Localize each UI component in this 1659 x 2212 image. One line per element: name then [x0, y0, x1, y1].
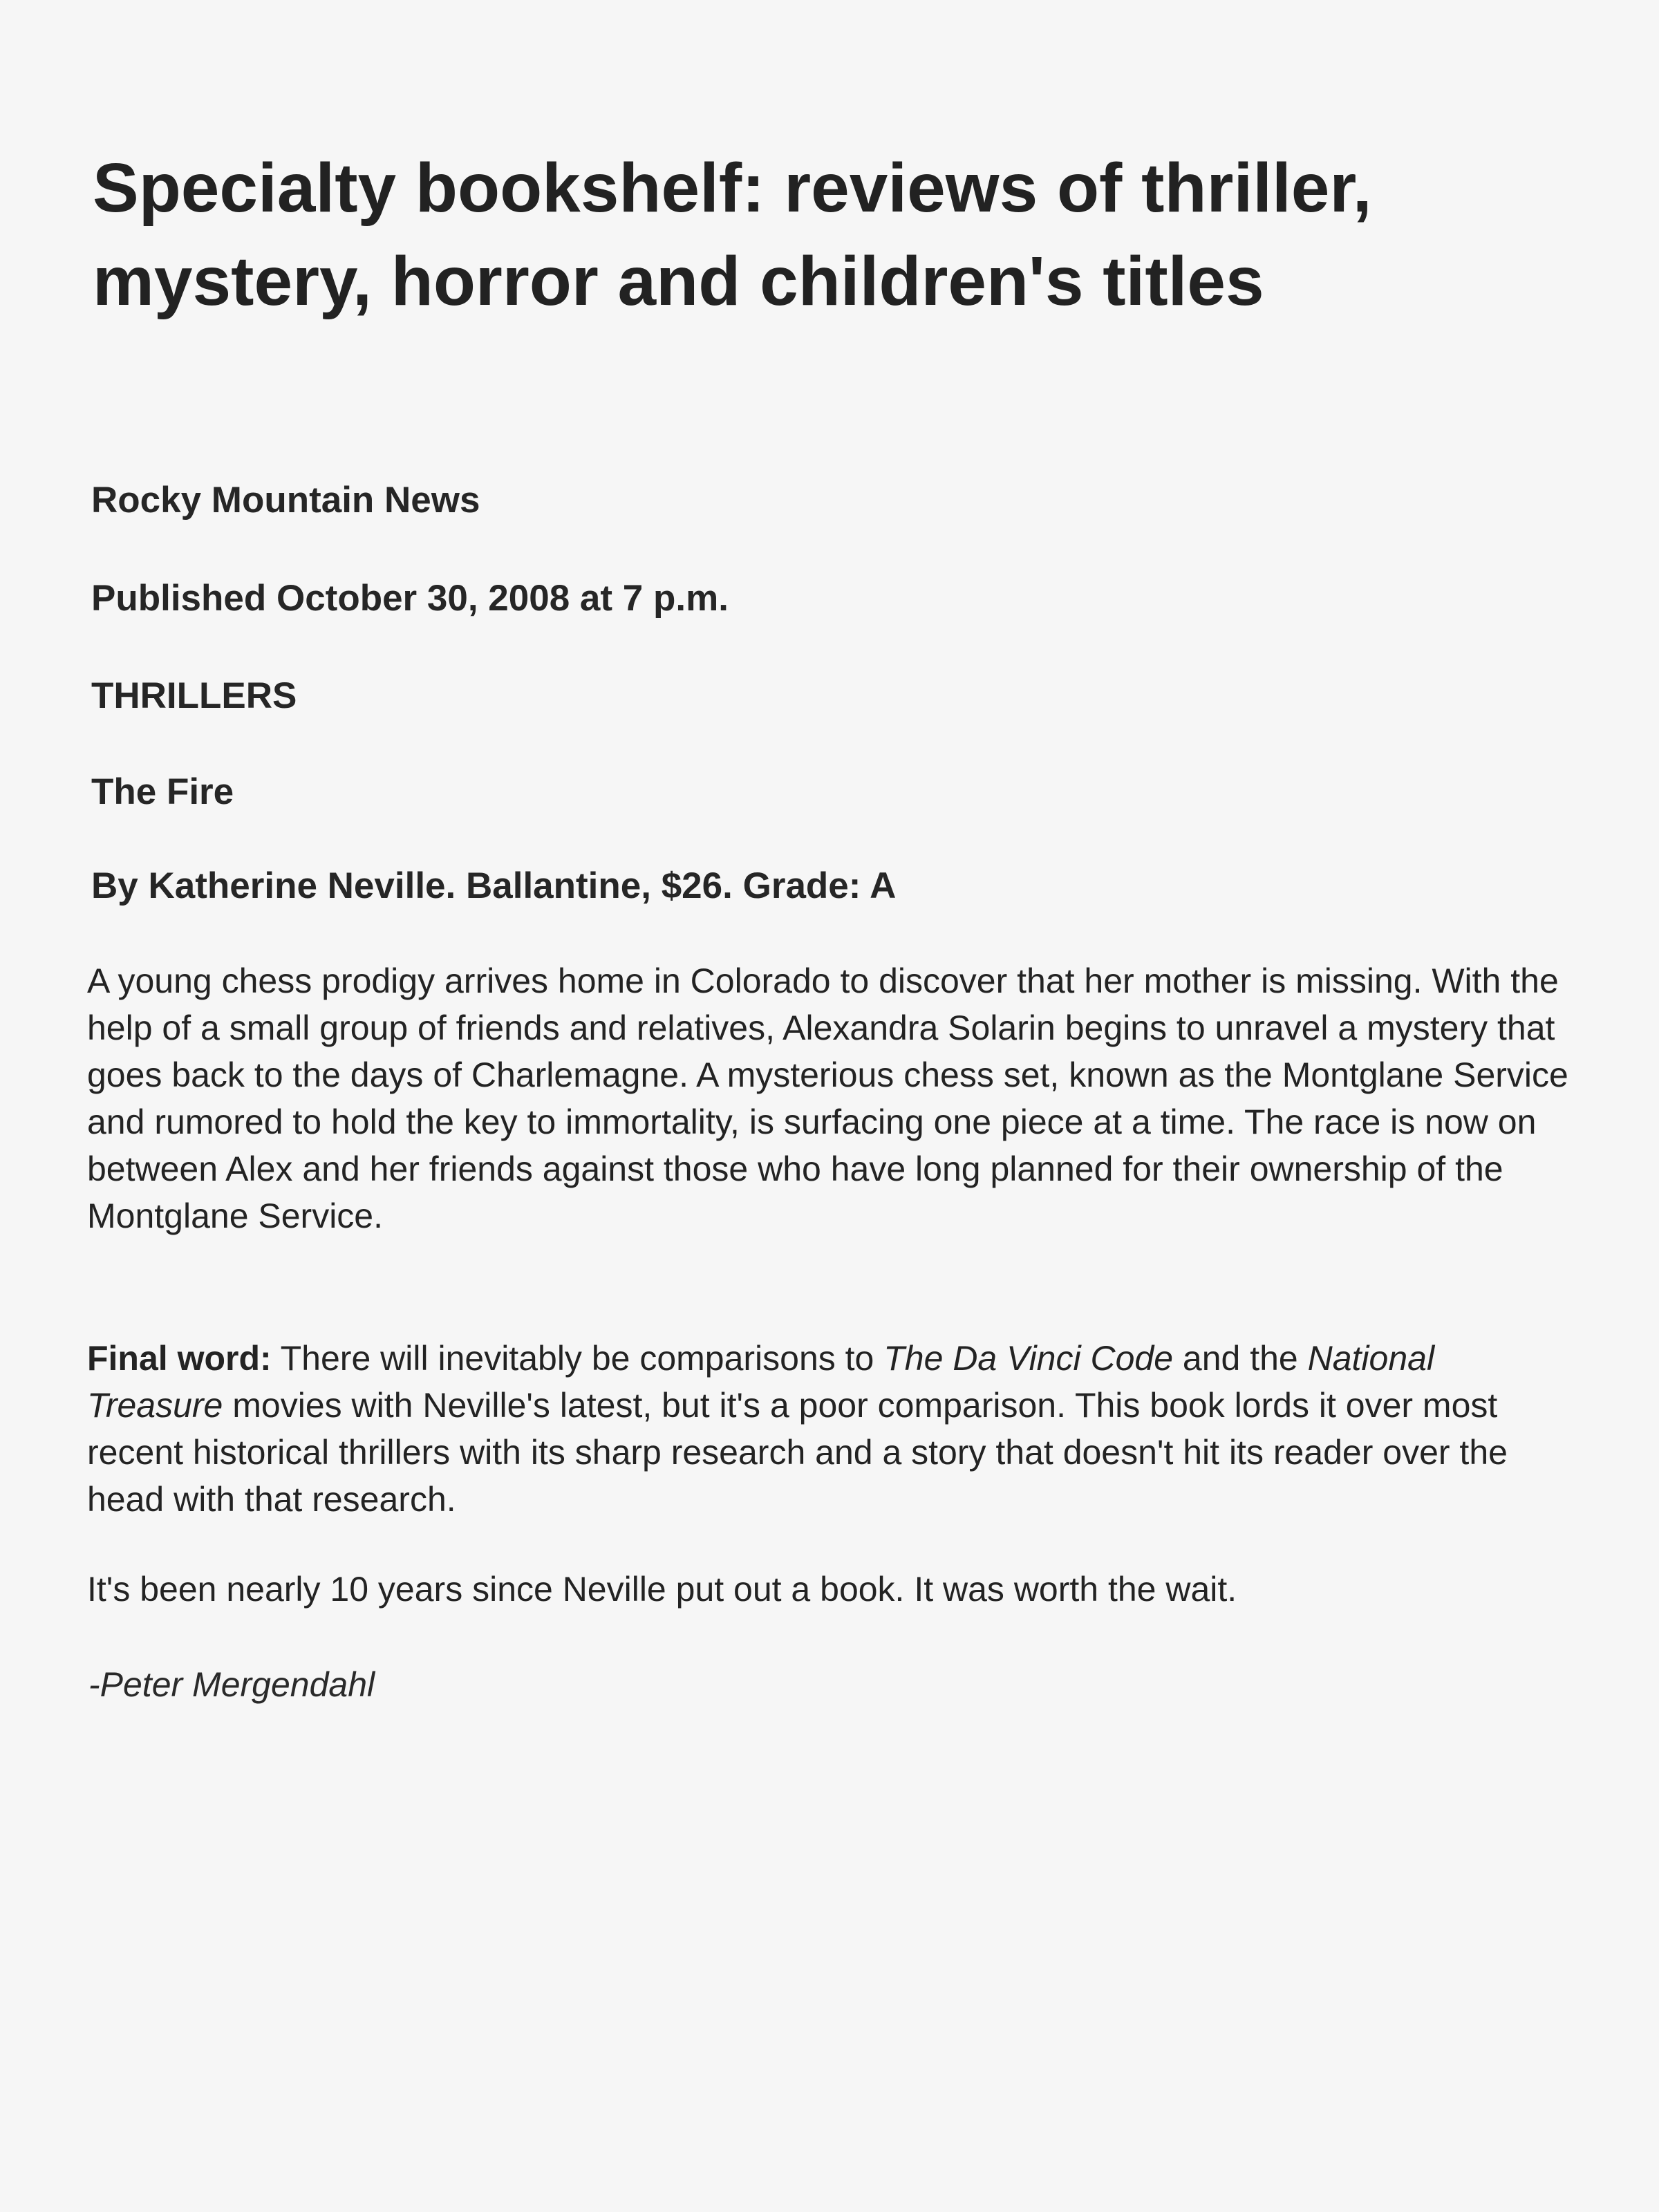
final-word-label: Final word:: [87, 1339, 272, 1378]
section-heading: THRILLERS: [91, 675, 297, 716]
final-word-title-2: National Treasure: [87, 1339, 1435, 1425]
final-word-text-3: movies with Neville's latest, but it's a poor comparison. This book lords it over most recent historical thrillers with its sharp research and a story that doesn't hit its reader over the head with that research.: [87, 1386, 1508, 1519]
book-summary: A young chess prodigy arrives home in Colorado to discover that her mother is missing. With the help of a small group of friends and relatives, Alexandra Solarin begins to unravel a mystery that goes back to the days of Charlemagne. A mysterious chess set, known as the Montglane Service and rumored to hold the key to immortality, is surfacing one piece at a time. The race is now on between Alex and her friends against those who have long planned for their ownership of the Montglane Service.: [87, 962, 1568, 1235]
book-title: The Fire: [91, 771, 234, 812]
book-byline: By Katherine Neville. Ballantine, $26. Grade: A: [91, 865, 897, 906]
closing-paragraph: It's been nearly 10 years since Neville put out a book. It was worth the wait.: [87, 1570, 1237, 1609]
page-title: Specialty bookshelf: reviews of thriller, mystery, horror and children's titles: [93, 149, 1372, 320]
published-date: Published October 30, 2008 at 7 p.m.: [91, 578, 729, 619]
reviewer-signature: -Peter Mergendahl: [88, 1665, 375, 1704]
final-word-title-1: The Da Vinci Code: [883, 1339, 1174, 1378]
final-word-text-2: and the: [1173, 1339, 1308, 1378]
final-word-text-1: There will inevitably be comparisons to: [271, 1339, 884, 1378]
publication-name: Rocky Mountain News: [91, 480, 480, 521]
final-word-paragraph: [87, 1335, 1573, 1523]
